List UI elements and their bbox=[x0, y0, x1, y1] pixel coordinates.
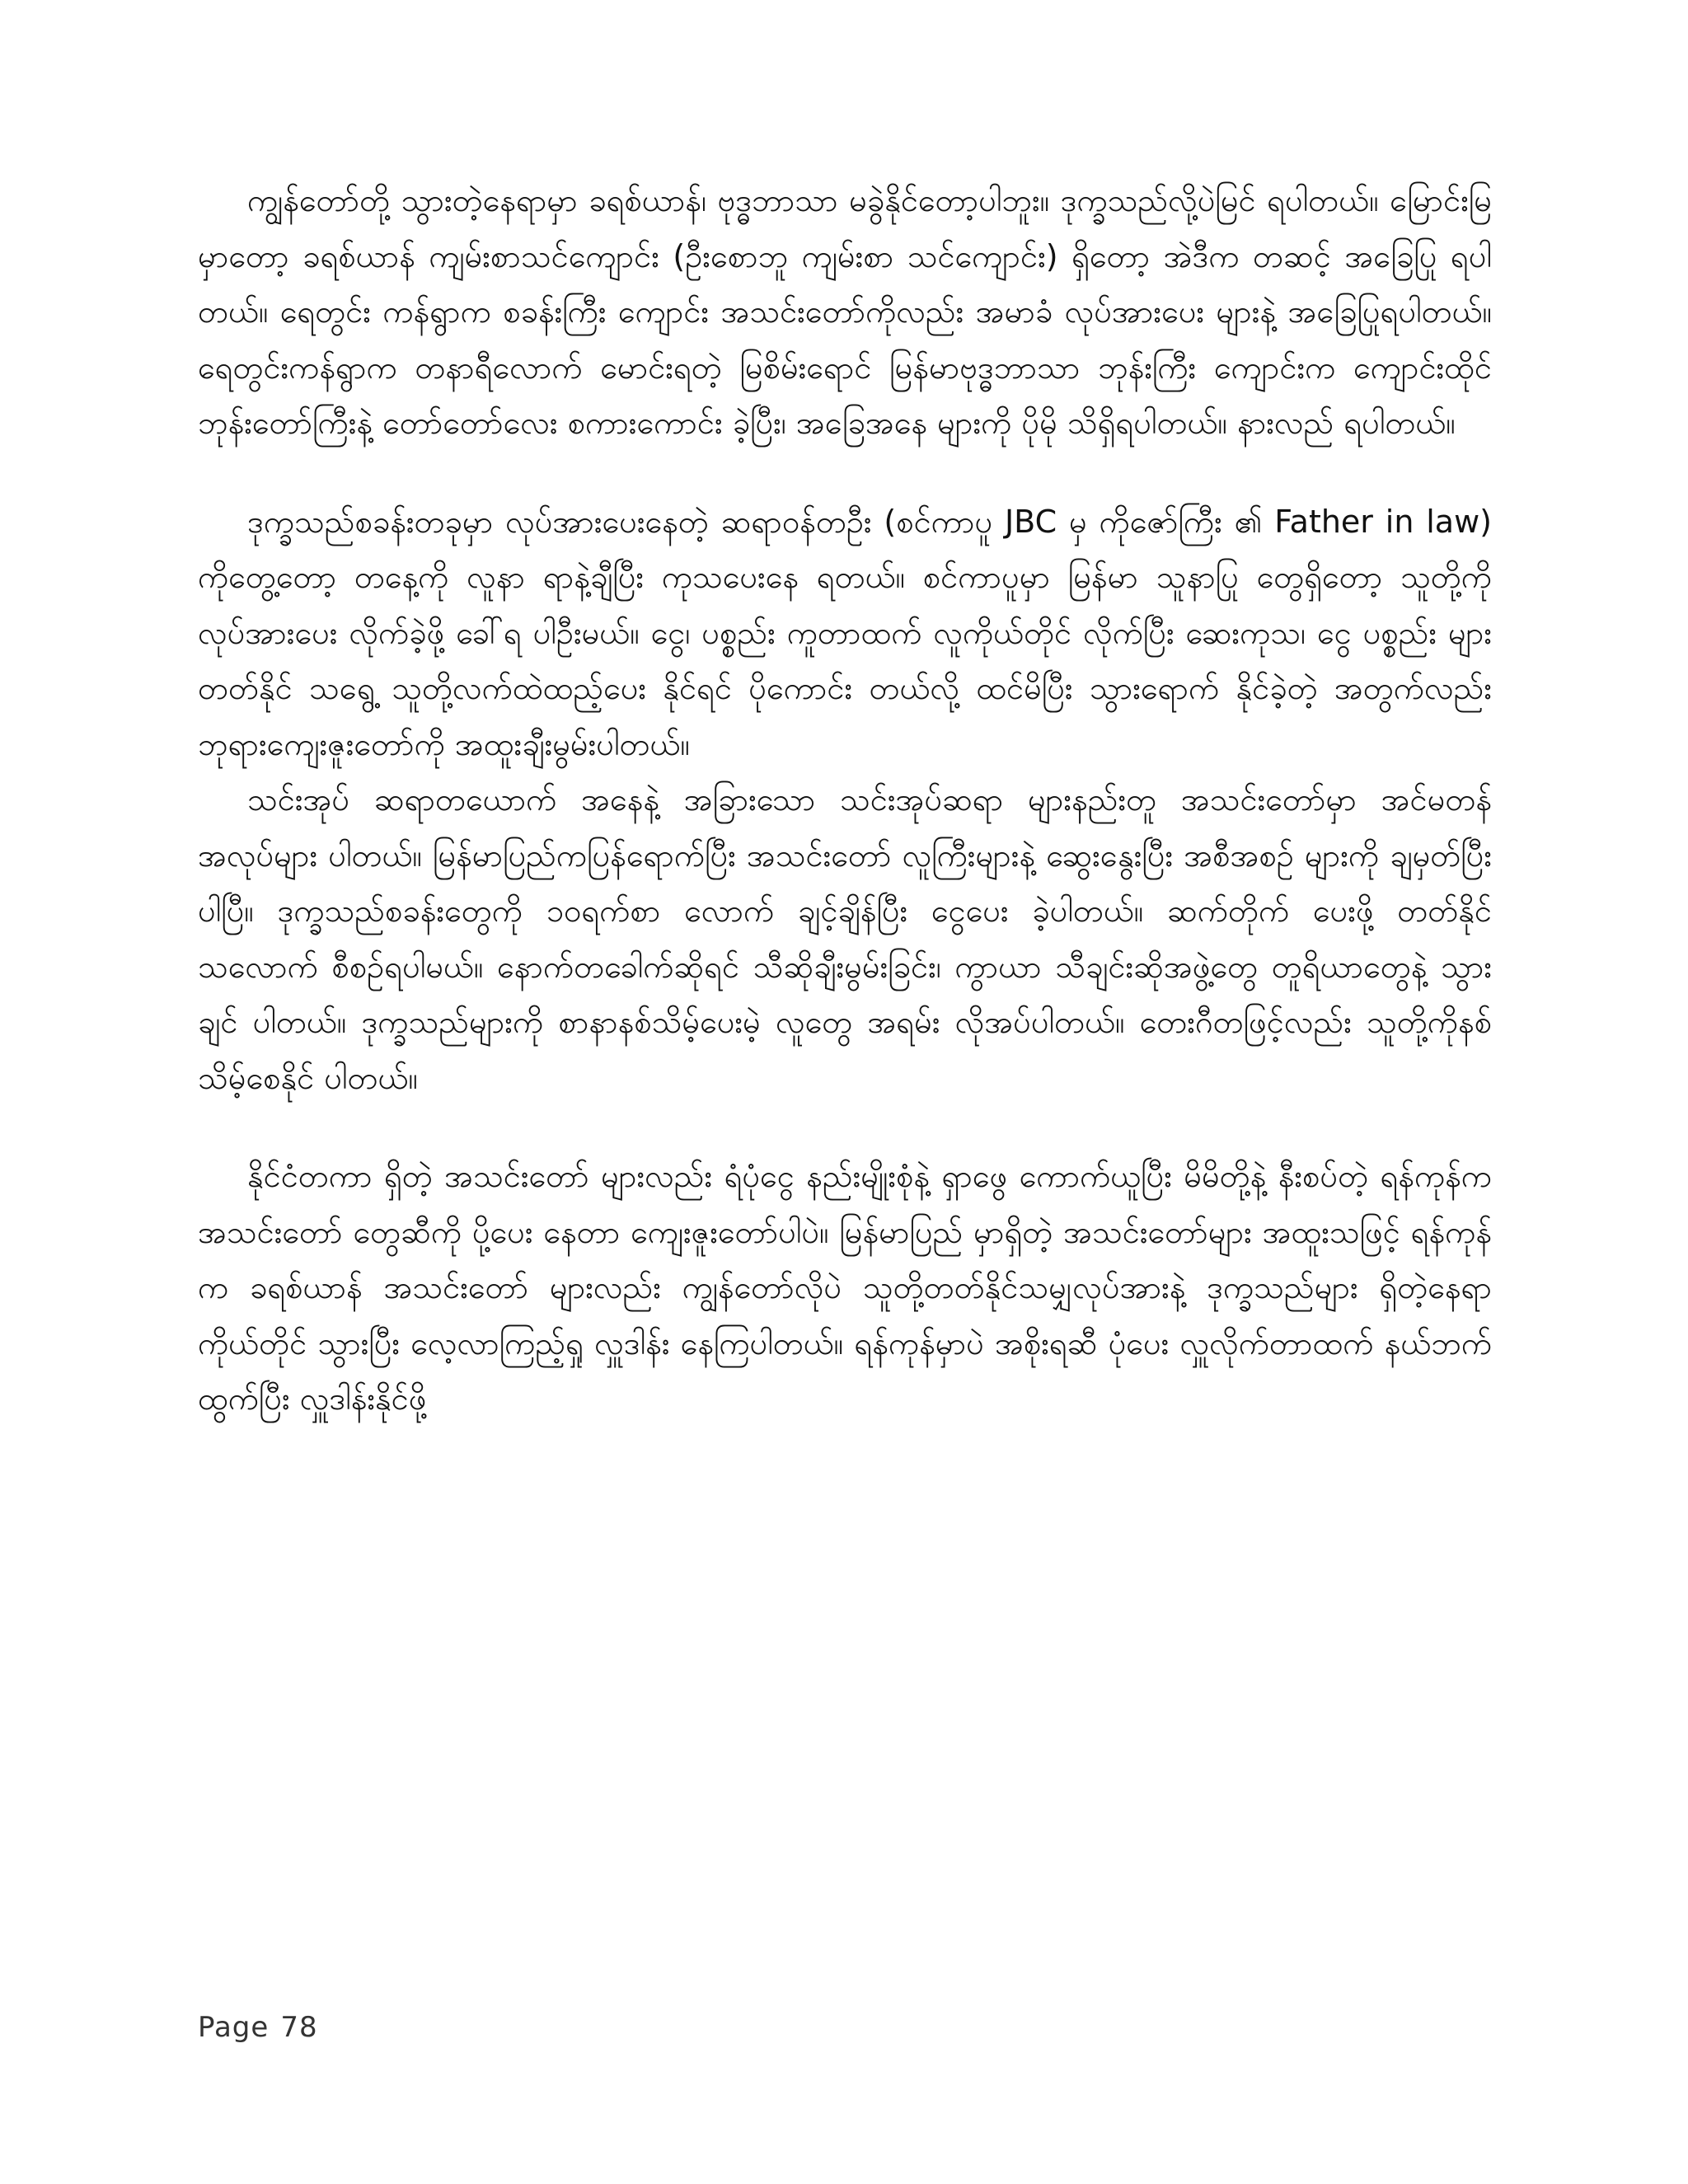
paragraph-3: သင်းအုပ် ဆရာတယောက် အနေနဲ့ အခြားသော သင်းအုပ်ဆရာ များနည်းတူ အသင်းတော်မှာ အင်မတန် အလုပ်များ ပါတယ်။ မြန်မာပြည်ကပြန်ရောက်ပြီး အသင်းတော် လူကြီးများနဲ့ ဆွေးနွေးပြီး အစီအစဉ် များကို ချမှတ်ပြီးပါပြီ။ ဒုက္ခသည်စခန်းတွေကို ၁၀ရက်စာ လောက် ချင့်ချိန်ပြီး ငွေပေး ခဲ့ပါတယ်။ ဆက်တိုက် ပေးဖို့ တတ်နိုင် သလောက် စီစဉ်ရပါမယ်။ နောက်တခေါက်ဆိုရင် သီဆိုချီးမွမ်းခြင်း၊ ကွာယာ သီချင်းဆိုအဖွဲ့တွေ တူရိယာတွေနဲ့ သွားချင် ပါတယ်။ ဒုက္ခသည်များကို စာနာနစ်သိမ့်ပေးမဲ့ လူတွေ အရမ်း လိုအပ်ပါတယ်။ တေးဂီတဖြင့်လည်း သူတို့ကိုနစ်သိမ့်စေနိုင် ပါတယ်။ bbox=[198, 781, 1492, 1096]
page-number: 78 bbox=[280, 2011, 318, 2044]
page-label: Page bbox=[198, 2011, 270, 2044]
page-footer bbox=[198, 2011, 330, 2044]
paragraph-2: ဒုက္ခသည်စခန်းတခုမှာ လုပ်အားပေးနေတဲ့ ဆရာဝန်တဦး (စင်ကာပူ JBC မှ ကိုဇော်ကြီး ၏ Father in law) ကိုတွေ့တော့ တနေ့ကို လူနာ ရာနဲ့ချီပြီး ကုသပေးနေ ရတယ်။ စင်ကာပူမှာ မြန်မာ သူနာပြု တွေရှိတော့ သူတို့ကို လုပ်အားပေး လိုက်ခဲ့ဖို့ ခေါ်ရ ပါဦးမယ်။ ငွေ၊ ပစ္စည်း ကူတာထက် လူကိုယ်တိုင် လိုက်ပြီး ဆေးကုသ၊ ငွေ ပစ္စည်း များ တတ်နိုင် သရွေ့ သူတို့လက်ထဲထည့်ပေး နိုင်ရင် ပိုကောင်း တယ်လို့ ထင်မိပြီး သွားရောက် နိုင်ခဲ့တဲ့ အတွက်လည်း ဘုရားကျေးဇူးတော်ကို အထူးချီးမွမ်းပါတယ်။ bbox=[198, 503, 1492, 762]
body-text bbox=[198, 173, 1492, 1427]
paragraph-1: ကျွန်တော်တို့ သွားတဲ့နေရာမှာ ခရစ်ယာန်၊ ဗုဒ္ဓဘာသာ မခွဲနိုင်တော့ပါဘူး။ ဒုက္ခသည်လို့ပဲမြင် ရပါတယ်။ မြောင်းမြ မှာတော့ ခရစ်ယာန် ကျမ်းစာသင်ကျောင်း (ဦးစောဘူ ကျမ်းစာ သင်ကျောင်း) ရှိတော့ အဲဒီက တဆင့် အခြေပြု ရပါတယ်။ ရေတွင်း ကန်ရွာက စခန်းကြီး ကျောင်း အသင်းတော်ကိုလည်း အမာခံ လုပ်အားပေး များနဲ့ အခြေပြုရပါတယ်။ ရေတွင်းကန်ရွာက တနာရီလောက် မောင်းရတဲ့ မြစိမ်းရောင် မြန်မာဗုဒ္ဓဘာသာ ဘုန်းကြီး ကျောင်းက ကျောင်းထိုင် ဘုန်းတော်ကြီးနဲ့ တော်တော်လေး စကားကောင်း ခဲ့ပြီး၊ အခြေအနေ များကို ပိုမို သိရှိရပါတယ်။ နားလည် ရပါတယ်။ bbox=[198, 182, 1492, 441]
paragraph-4: နိုင်ငံတကာ ရှိတဲ့ အသင်းတော် များလည်း ရံပုံငွေ နည်းမျိုးစုံနဲ့ ရှာဖွေ ကောက်ယူပြီး မိမိတို့နဲ့ နီးစပ်တဲ့ ရန်ကုန်က အသင်းတော် တွေဆီကို ပို့ပေး နေတာ ကျေးဇူးတော်ပါပဲ။ မြန်မာပြည် မှာရှိတဲ့ အသင်းတော်များ အထူးသဖြင့် ရန်ကုန်က ခရစ်ယာန် အသင်းတော် များလည်း ကျွန်တော်လိုပဲ သူတို့တတ်နိုင်သမျှလုပ်အားနဲ့ ဒုက္ခသည်များ ရှိတဲ့နေရာ ကိုယ်တိုင် သွားပြီး လေ့လာကြည့်ရှု လှူဒါန်း နေကြပါတယ်။ ရန်ကုန်မှာပဲ အစိုးရဆီ ပုံပေး လှူလိုက်တာထက် နယ်ဘက်ထွက်ပြီး လှူဒါန်းနိုင်ဖို့ bbox=[198, 1158, 1492, 1417]
